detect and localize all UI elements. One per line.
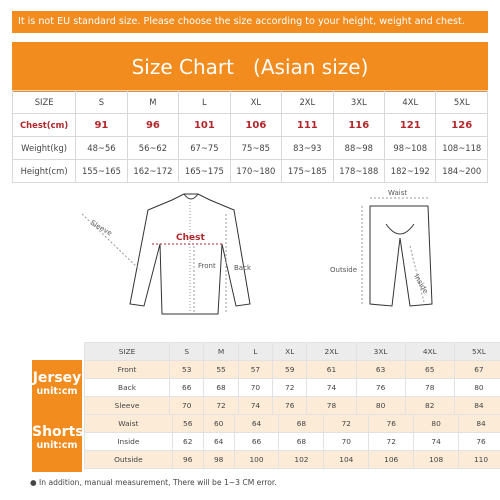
table-cell: 5XL — [436, 91, 488, 114]
table-cell: 76 — [273, 397, 307, 415]
table-cell: 64 — [203, 433, 234, 451]
table-cell: 121 — [385, 114, 436, 137]
chest-label: Chest — [176, 233, 205, 243]
table-cell: 82 — [405, 397, 454, 415]
table-cell: 178~188 — [333, 160, 384, 183]
table-cell: 155~165 — [76, 160, 127, 183]
table-cell: 72 — [369, 433, 414, 451]
table-cell: 76 — [356, 379, 405, 397]
table-cell: 126 — [436, 114, 488, 137]
table-cell: M — [204, 343, 238, 361]
table-cell: 66 — [234, 433, 279, 451]
table-row — [85, 361, 500, 379]
chest-row — [13, 114, 488, 137]
table-cell: 59 — [273, 361, 307, 379]
table-cell: 170~180 — [230, 160, 281, 183]
table-cell: M — [127, 91, 178, 114]
table-cell: 55 — [204, 361, 238, 379]
table-cell: 61 — [307, 361, 356, 379]
table-cell: 108 — [414, 451, 459, 469]
back-label: Back — [234, 264, 251, 272]
table-cell: 48~56 — [76, 137, 127, 160]
table-cell: 68 — [279, 433, 324, 451]
table-cell: Weight(kg) — [13, 137, 76, 160]
table-cell: 101 — [179, 114, 230, 137]
table-cell: 75~85 — [230, 137, 281, 160]
table-cell: 182~192 — [385, 160, 436, 183]
table-row — [85, 397, 500, 415]
table-cell: Back — [85, 379, 170, 397]
table-cell: 3XL — [333, 91, 384, 114]
table-cell: Chest(cm) — [13, 114, 76, 137]
table-cell: 78 — [405, 379, 454, 397]
table-cell: 64 — [234, 415, 279, 433]
table-cell: 102 — [279, 451, 324, 469]
table-cell: 72 — [204, 397, 238, 415]
table-cell: 53 — [170, 361, 204, 379]
table-cell: 72 — [324, 415, 369, 433]
garment-diagrams — [12, 184, 488, 334]
table-cell: 78 — [307, 397, 356, 415]
outside-label: Outside — [330, 266, 358, 274]
table-cell: 80 — [356, 397, 405, 415]
table-cell: Waist — [85, 415, 173, 433]
table-cell: 108~118 — [436, 137, 488, 160]
table-cell: XL — [230, 91, 281, 114]
jersey-label-unit: unit:cm — [36, 386, 78, 397]
table-cell: S — [76, 91, 127, 114]
table-cell: 68 — [204, 379, 238, 397]
table-cell: 56 — [172, 415, 203, 433]
table-cell: 60 — [203, 415, 234, 433]
table-cell: 100 — [234, 451, 279, 469]
height-row — [13, 160, 488, 183]
footnote: ● In addition, manual measurement, There will be 1~3 CM error. — [30, 478, 277, 487]
jersey-unit-label — [32, 360, 82, 418]
table-cell: Sleeve — [85, 397, 170, 415]
jersey-table — [84, 342, 500, 415]
table-cell: 70 — [324, 433, 369, 451]
table-cell: 65 — [405, 361, 454, 379]
table-row — [85, 451, 500, 469]
table-cell: 66 — [170, 379, 204, 397]
table-cell: 91 — [76, 114, 127, 137]
table-cell: 70 — [238, 379, 272, 397]
table-cell: 70 — [170, 397, 204, 415]
notice-banner: It is not EU standard size. Please choose the size according to your height, weight and chest. — [12, 11, 488, 33]
size-chart-table — [12, 90, 488, 183]
shorts-table — [84, 414, 500, 469]
table-cell: 106 — [369, 451, 414, 469]
table-cell: 5XL — [454, 343, 500, 361]
table-cell: 63 — [356, 361, 405, 379]
table-cell: 88~98 — [333, 137, 384, 160]
table-cell: Front — [85, 361, 170, 379]
jersey-block — [32, 342, 486, 418]
table-cell: 83~93 — [282, 137, 333, 160]
table-cell: S — [170, 343, 204, 361]
size-header-row — [13, 91, 488, 114]
table-cell: 184~200 — [436, 160, 488, 183]
table-cell: 74 — [307, 379, 356, 397]
sleeve-label: Sleeve — [89, 218, 114, 238]
table-cell: SIZE — [13, 91, 76, 114]
table-row — [85, 433, 500, 451]
jersey-label-title: Jersey — [32, 370, 82, 386]
jersey-diagram — [130, 194, 250, 314]
shorts-unit-label — [32, 414, 82, 472]
table-cell: 175~185 — [282, 160, 333, 183]
table-cell: SIZE — [85, 343, 170, 361]
table-cell: 4XL — [405, 343, 454, 361]
waist-label: Waist — [388, 189, 408, 197]
table-cell: 106 — [230, 114, 281, 137]
table-cell: Outside — [85, 451, 173, 469]
shorts-block — [32, 414, 489, 472]
table-cell: 72 — [273, 379, 307, 397]
table-cell: 98~108 — [385, 137, 436, 160]
table-cell: 96 — [172, 451, 203, 469]
inside-label: Inside — [412, 273, 430, 296]
table-row — [85, 379, 500, 397]
table-cell: 2XL — [307, 343, 356, 361]
table-cell: 67~75 — [179, 137, 230, 160]
table-cell: 76 — [369, 415, 414, 433]
table-cell: 80 — [454, 379, 500, 397]
shorts-label-title: Shorts — [32, 424, 84, 440]
table-cell: 57 — [238, 361, 272, 379]
table-cell: L — [179, 91, 230, 114]
table-cell: 96 — [127, 114, 178, 137]
table-cell: 3XL — [356, 343, 405, 361]
table-cell: XL — [273, 343, 307, 361]
table-cell: 80 — [414, 415, 459, 433]
table-cell: 68 — [279, 415, 324, 433]
table-cell: 84 — [454, 397, 500, 415]
table-cell: L — [238, 343, 272, 361]
table-cell: 74 — [414, 433, 459, 451]
table-cell: 162~172 — [127, 160, 178, 183]
table-cell: Height(cm) — [13, 160, 76, 183]
table-cell: 110 — [459, 451, 500, 469]
table-cell: 98 — [203, 451, 234, 469]
weight-row — [13, 137, 488, 160]
table-cell: 111 — [282, 114, 333, 137]
table-cell: 84 — [459, 415, 500, 433]
chart-title: Size Chart (Asian size) — [12, 42, 488, 92]
shorts-label-unit: unit:cm — [36, 440, 78, 451]
table-cell: 116 — [333, 114, 384, 137]
table-cell: 62 — [172, 433, 203, 451]
front-label: Front — [198, 262, 216, 270]
table-cell: 56~62 — [127, 137, 178, 160]
table-row — [85, 415, 500, 433]
table-cell: 76 — [459, 433, 500, 451]
table-cell: 4XL — [385, 91, 436, 114]
table-cell: 104 — [324, 451, 369, 469]
table-cell: 74 — [238, 397, 272, 415]
table-cell: 2XL — [282, 91, 333, 114]
table-cell: Inside — [85, 433, 173, 451]
table-cell: 67 — [454, 361, 500, 379]
table-cell: 165~175 — [179, 160, 230, 183]
jersey-header-row — [85, 343, 500, 361]
